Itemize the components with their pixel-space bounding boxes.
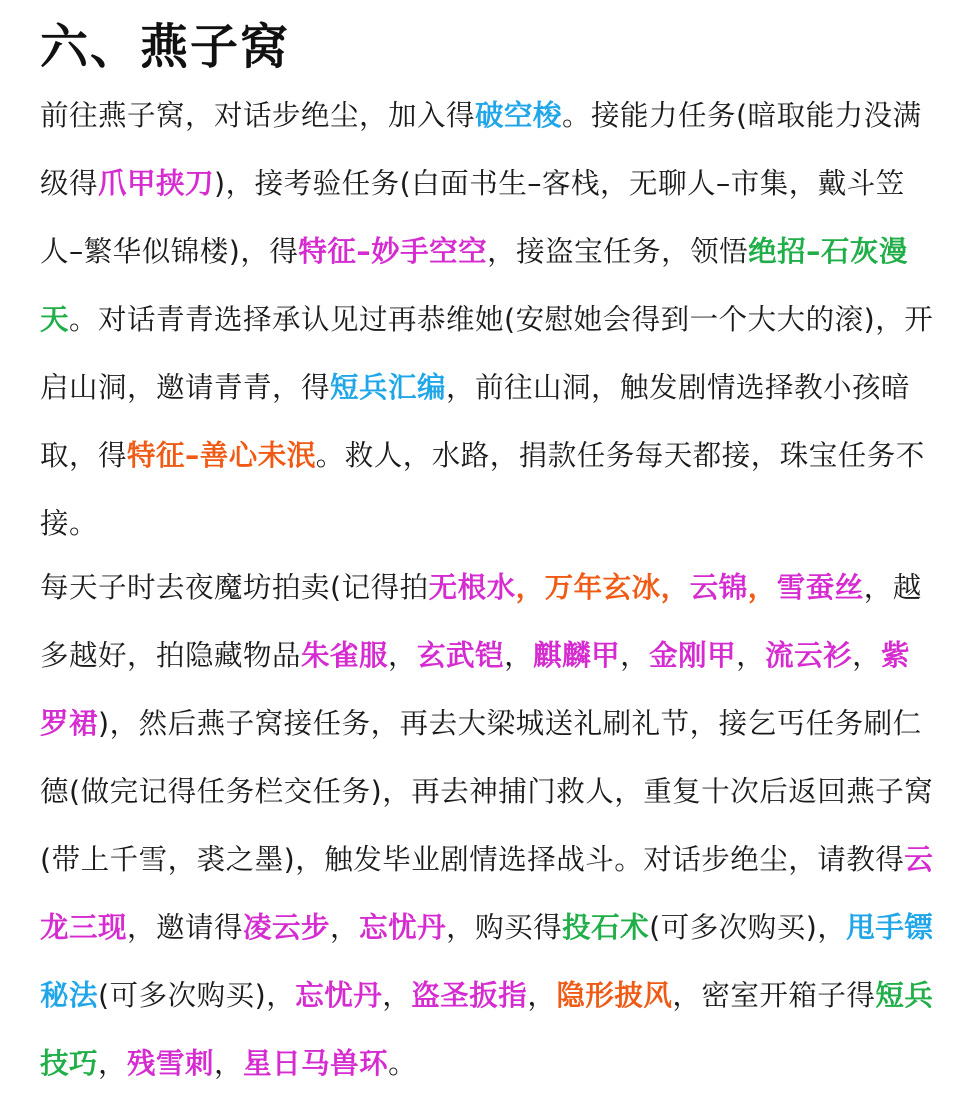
section-title: 六、燕子窝 [40, 19, 291, 75]
highlighted-term: 短兵汇编 [330, 371, 447, 404]
text-run: ， [736, 639, 766, 672]
highlighted-term: 投石术 [562, 911, 650, 944]
text-run: ，接盗宝任务，领悟 [487, 235, 749, 268]
text-run: 每天子时去夜魔坊拍卖(记得拍 [40, 571, 429, 604]
text-run: ， [527, 979, 557, 1012]
highlighted-term: ， [515, 571, 545, 604]
highlighted-term: ， [660, 571, 690, 604]
text-run: ， [214, 1047, 244, 1080]
highlighted-term: 朱雀服 [301, 639, 389, 672]
highlighted-term: 短兵技巧 [40, 979, 934, 1080]
highlighted-term: 特征–善心未泯 [127, 439, 316, 472]
text-run: 。接能力任务(暗取能力没满级得 [40, 99, 922, 200]
highlighted-term: 凌云步 [243, 911, 331, 944]
highlighted-term: 金刚甲 [649, 639, 737, 672]
highlighted-term: 绝招–石灰漫天 [40, 235, 908, 336]
text-run: 。对话青青选择承认见过再恭维她(安慰她会得到一个大大的滚)，开启山洞，邀请青青，得 [40, 303, 934, 404]
highlighted-term: 特征–妙手空空 [298, 235, 488, 268]
highlighted-term: 忘忧丹 [295, 979, 383, 1012]
text-run: )，接考验任务(白面书生–客栈，无聊人–市集，戴斗笠人–繁华似锦楼)，得 [40, 167, 905, 268]
text-run: (可多次购买)， [649, 911, 847, 944]
text-run: 。 [388, 1047, 418, 1080]
highlighted-term: 云锦 [689, 571, 748, 604]
text-run: (可多次购买)， [98, 979, 296, 1012]
highlighted-term: 无根水 [428, 571, 516, 604]
text-run: ， [382, 979, 412, 1012]
highlighted-term: 星日马兽环 [243, 1047, 389, 1080]
highlighted-term: 残雪刺 [127, 1047, 215, 1080]
text-run: ， [98, 1047, 128, 1080]
paragraph [40, 82, 934, 558]
text-run: ， [620, 639, 650, 672]
highlighted-term: 隐形披风 [556, 979, 673, 1012]
highlighted-term: 麒麟甲 [533, 639, 621, 672]
highlighted-term: 云龙三现 [40, 843, 934, 944]
text-run: ， [388, 639, 418, 672]
highlighted-term: 盗圣扳指 [411, 979, 528, 1012]
text-run: 。救人，水路，捐款任务每天都接，珠宝任务不接。 [40, 439, 925, 540]
highlighted-term: 爪甲挟刀 [98, 167, 215, 200]
highlighted-term: 破空梭 [475, 99, 563, 132]
highlighted-term: 紫罗裙 [40, 639, 911, 740]
highlighted-term: 玄武铠 [417, 639, 505, 672]
text-run: ， [504, 639, 534, 672]
text-run: ， [852, 639, 882, 672]
text-run: 前往燕子窝，对话步绝尘，加入得 [40, 99, 476, 132]
highlighted-term: ， [747, 571, 777, 604]
text-run: )，然后燕子窝接任务，再去大梁城送礼刷礼节，接乞丐任务刷仁德(做完记得任务栏交任务)，再去神捕门救人，重复十次后返回燕子窝(带上千雪，裘之墨)，触发毕业剧情选择战斗。对话步绝尘，请教得 [40, 707, 934, 876]
highlighted-term: 万年玄冰 [544, 571, 661, 604]
paragraph [40, 554, 934, 1098]
text-run: ，越多越好，拍隐藏物品 [40, 571, 922, 672]
text-run: ， [330, 911, 360, 944]
highlighted-term: 雪蚕丝 [776, 571, 864, 604]
text-run: ，密室开箱子得 [672, 979, 876, 1012]
text-run: ，邀请得 [127, 911, 244, 944]
highlighted-term: 甩手镖秘法 [40, 911, 934, 1012]
text-run: ，前往山洞，触发剧情选择教小孩暗取，得 [40, 371, 911, 472]
highlighted-term: 忘忧丹 [359, 911, 447, 944]
highlighted-term: 流云衫 [765, 639, 853, 672]
body-text [40, 82, 934, 1098]
text-run: ，购买得 [446, 911, 563, 944]
